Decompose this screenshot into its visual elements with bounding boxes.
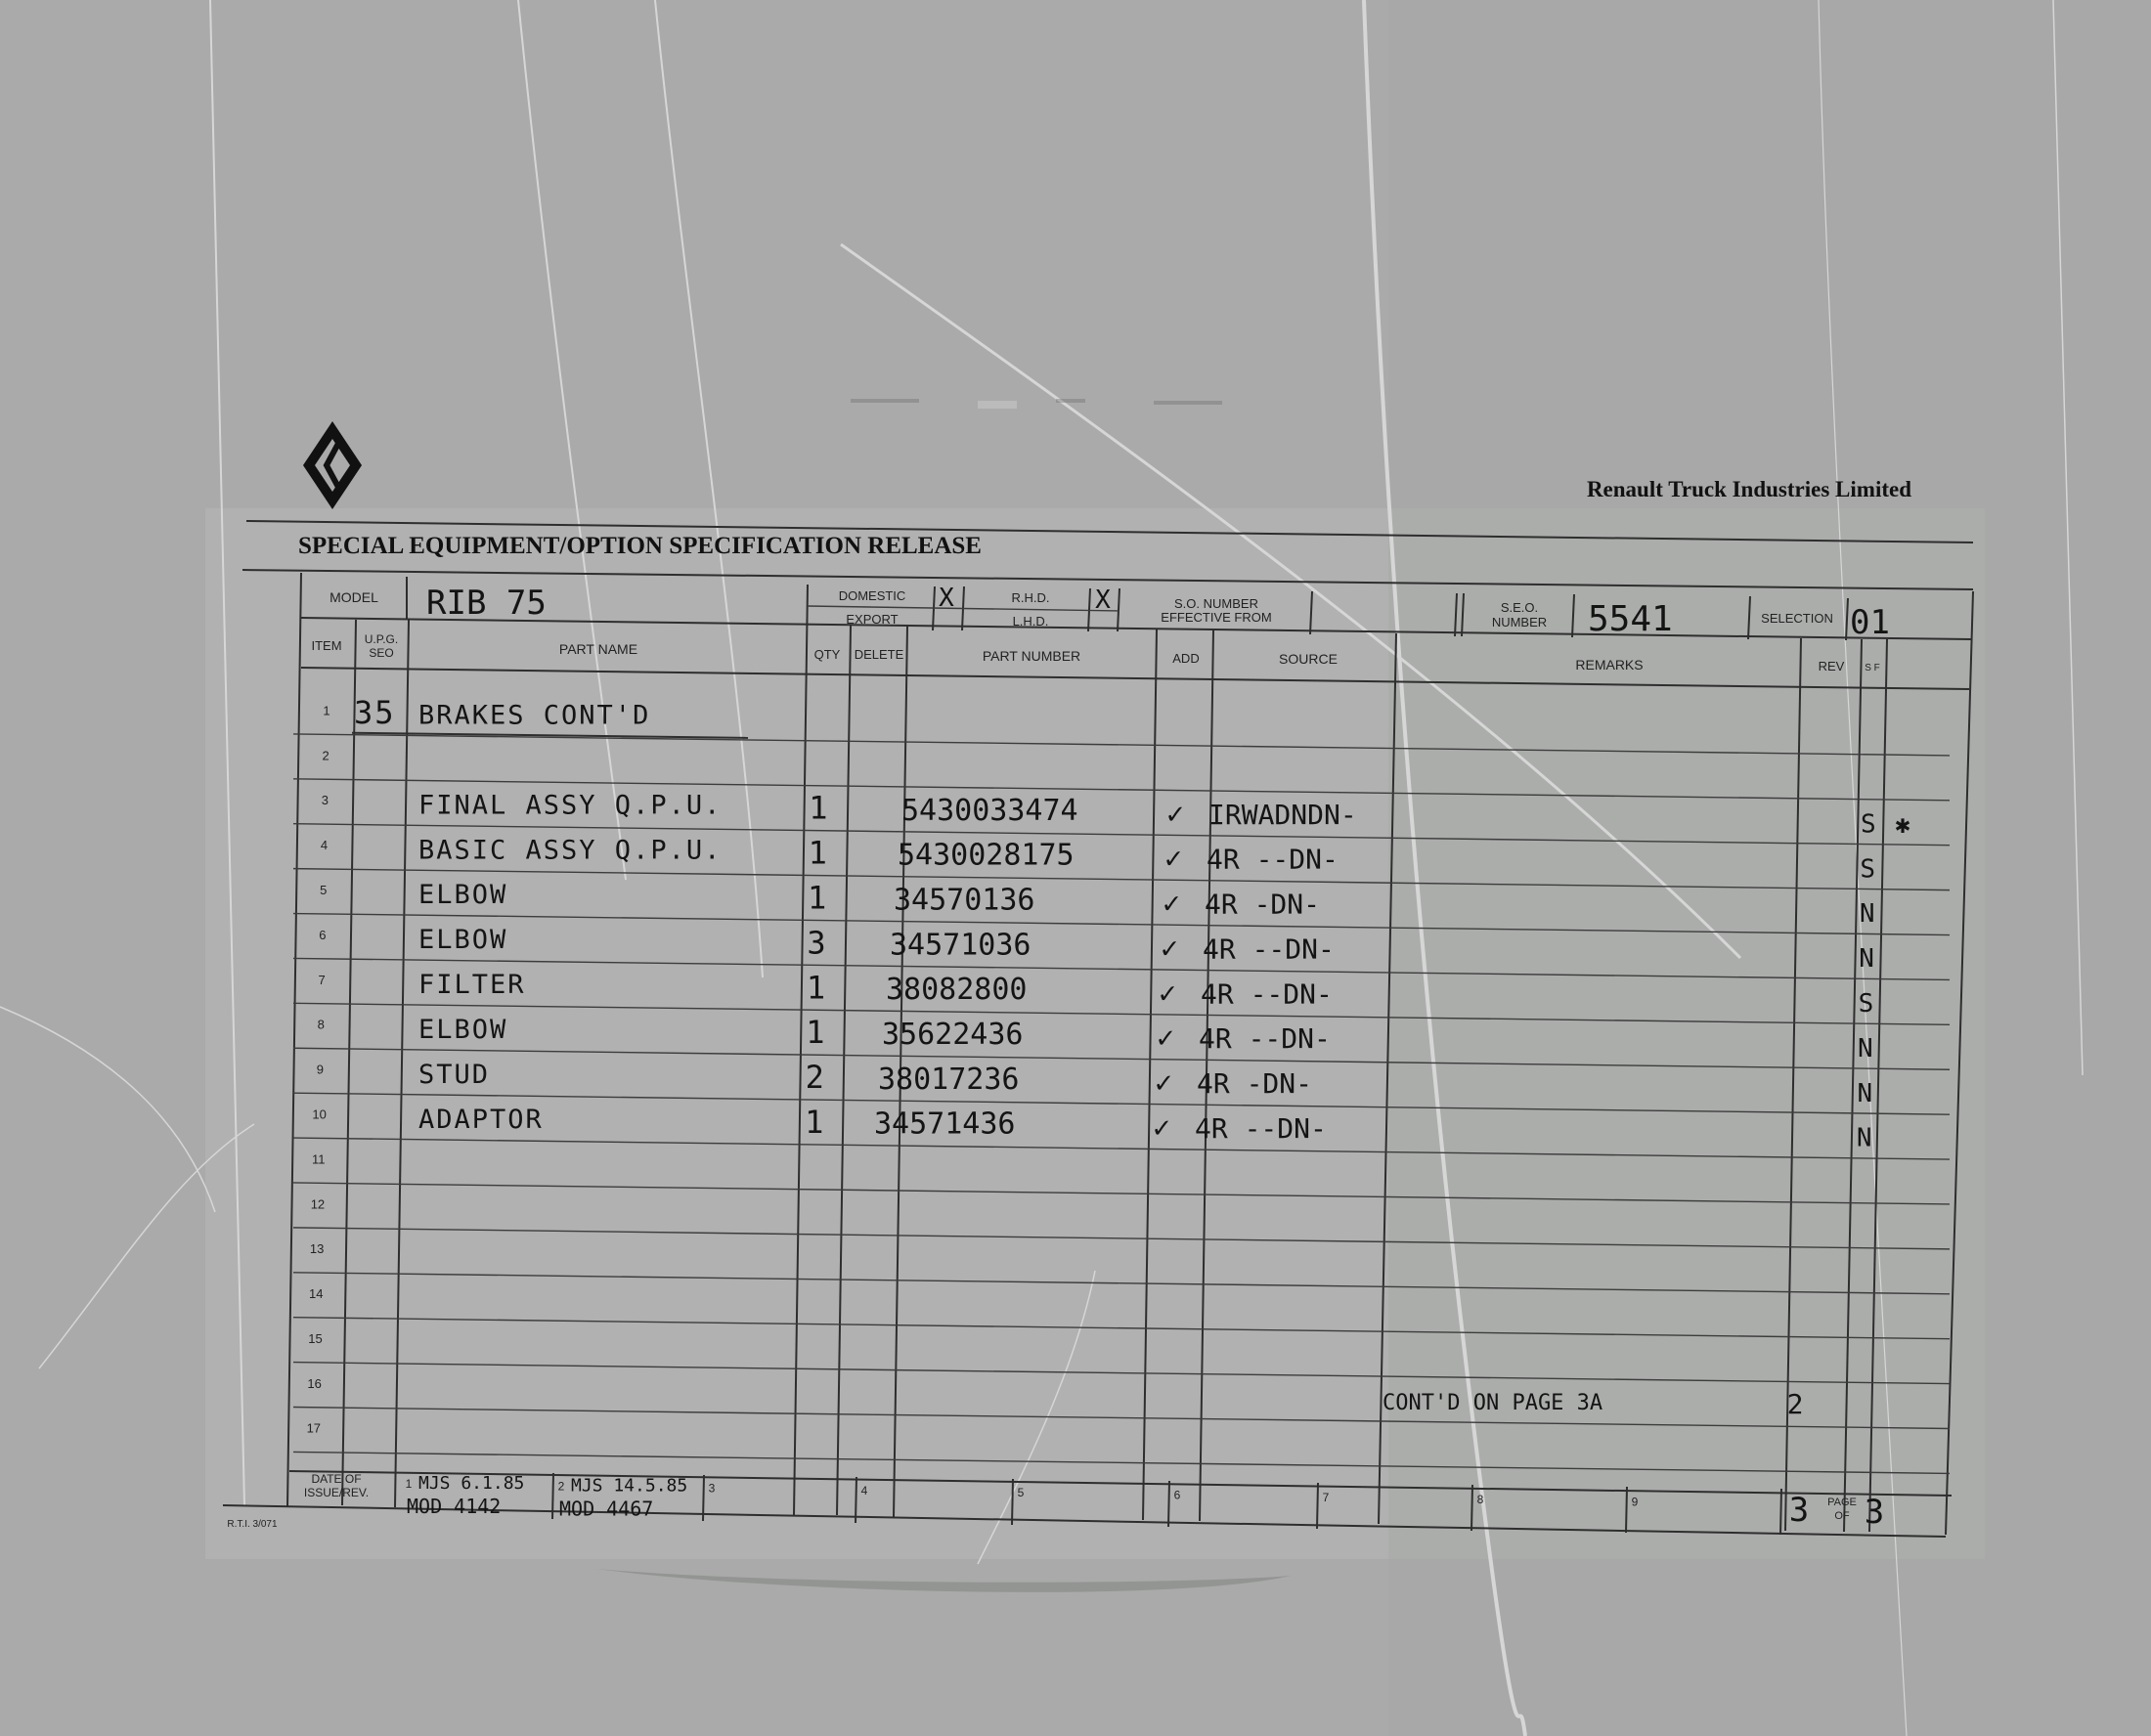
row-item-number: 10: [312, 1107, 327, 1122]
rhd-label: R.H.D.: [1011, 590, 1050, 605]
selection-label: SELECTION: [1761, 611, 1833, 626]
row-item-number: 12: [310, 1196, 326, 1212]
rev-mark: 2: [1786, 1388, 1804, 1420]
row-add-mark: ✓: [1158, 976, 1177, 1011]
row-source: 4R --DN-: [1207, 843, 1339, 876]
row-sf: S: [1858, 989, 1874, 1020]
issue-cell: [1632, 1495, 1639, 1508]
row-add-mark: ✓: [1165, 797, 1185, 832]
issue-cell: [1323, 1491, 1330, 1504]
row-part-name: ELBOW: [418, 880, 508, 911]
export-label: EXPORT: [846, 612, 899, 627]
row-add-mark: ✓: [1152, 1110, 1171, 1146]
row-item-number: 15: [308, 1330, 323, 1346]
row-qty: 1: [808, 834, 827, 872]
row-part-number: 35622436: [882, 1018, 1024, 1053]
col-sf: S F: [1865, 663, 1880, 673]
row-sf: N: [1858, 1033, 1873, 1063]
row-upg-seo: 35: [354, 693, 396, 731]
issue-cell: [1477, 1493, 1484, 1506]
row-item-number: 7: [318, 972, 326, 987]
row-part-number: 5430033474: [901, 793, 1078, 828]
row-sf: N: [1859, 899, 1875, 930]
row-qty: 2: [805, 1059, 824, 1097]
effective-from-label: EFFECTIVE FROM: [1161, 610, 1272, 625]
row-add-mark: ✓: [1163, 842, 1183, 877]
col-part-name: PART NAME: [558, 641, 638, 657]
col-add: ADD: [1172, 651, 1200, 666]
row-item-number: 11: [312, 1151, 326, 1167]
table-row: [323, 748, 329, 762]
page-number: 3: [1788, 1491, 1810, 1530]
row-part-number: 34571036: [890, 928, 1032, 963]
row-sf: S: [1860, 809, 1876, 840]
issue-cell: [1174, 1489, 1181, 1502]
row-add-mark: ✓: [1162, 887, 1181, 922]
row-source: 4R --DN-: [1201, 977, 1333, 1011]
row-source: 4R --DN-: [1195, 1111, 1327, 1145]
row-part-number: 34571436: [874, 1107, 1016, 1142]
row-item-number: 13: [309, 1241, 325, 1257]
row-source: 4R -DN-: [1197, 1067, 1313, 1101]
issue-number: 9: [1631, 1495, 1639, 1509]
row-item-number: 14: [309, 1286, 324, 1302]
issue-rev-label: ISSUE/REV.: [303, 1486, 370, 1499]
issue-cell: [1018, 1486, 1025, 1499]
company-name: Renault Truck Industries Limited: [1586, 477, 1911, 501]
issue-cell: [709, 1482, 716, 1496]
row-item-number: 4: [320, 838, 329, 853]
model-label: MODEL: [329, 589, 378, 605]
row-part-name: BRAKES CONT'D: [418, 700, 651, 731]
row-qty: 1: [809, 789, 828, 827]
table-row: [311, 1196, 325, 1211]
issue-number: 2: [557, 1479, 565, 1494]
row-part-name: BASIC ASSY Q.P.U.: [418, 835, 723, 866]
row-sf: N: [1856, 1123, 1872, 1153]
row-sf: N: [1857, 1078, 1873, 1108]
table-row: [308, 1331, 322, 1346]
row-item-number: 5: [320, 883, 328, 898]
domestic-label: DOMESTIC: [838, 588, 906, 603]
col-seo: SEO: [369, 646, 394, 660]
issue-number: 4: [860, 1483, 868, 1497]
film-shade: [1388, 0, 2151, 1736]
issue-cell: [861, 1484, 868, 1497]
row-part-name: FILTER: [418, 970, 526, 1001]
issue-number: 3: [708, 1481, 716, 1496]
date-of-label: DATE OF: [311, 1472, 362, 1486]
page-total: 3: [1864, 1493, 1885, 1532]
table-row: [310, 1241, 324, 1256]
issue-number: 1: [405, 1477, 413, 1491]
issue-number: 7: [1322, 1490, 1330, 1504]
domestic-mark: X: [939, 584, 954, 613]
row-qty: 3: [807, 924, 826, 962]
col-remarks: REMARKS: [1575, 657, 1644, 673]
row-source: 4R --DN-: [1203, 933, 1335, 966]
row-item-number: 17: [306, 1420, 322, 1436]
row-part-number: 38082800: [886, 973, 1028, 1008]
col-rev: REV: [1818, 659, 1845, 673]
row-part-number: 5430028175: [898, 838, 1075, 873]
row-sf: S: [1860, 854, 1876, 885]
row-part-name: ELBOW: [418, 1014, 508, 1045]
row-item-number: 9: [316, 1062, 325, 1077]
row-add-mark: ✓: [1160, 931, 1179, 966]
issue-mod-number: MOD 4467: [559, 1497, 654, 1521]
col-delete: DELETE: [854, 647, 904, 662]
row-add-mark: ✓: [1156, 1020, 1175, 1056]
issue-initials-date: MJS 14.5.85: [571, 1475, 688, 1497]
row-add-mark: ✓: [1154, 1065, 1173, 1101]
row-item-number: 3: [321, 793, 329, 808]
row-part-name: ELBOW: [418, 925, 508, 956]
seo-number-value: 5541: [1588, 599, 1673, 639]
issue-number: 8: [1476, 1493, 1484, 1507]
lhd-label: L.H.D.: [1012, 614, 1049, 629]
table-row: [312, 1151, 326, 1166]
row-part-number: 38017236: [878, 1062, 1020, 1097]
issue-initials-date: MJS 6.1.85: [418, 1473, 525, 1494]
col-qty: QTY: [813, 647, 841, 662]
of-label: OF: [1834, 1510, 1850, 1522]
table-row: [309, 1286, 323, 1301]
form-code: R.T.I. 3/071: [227, 1519, 278, 1530]
seo-label: S.E.O.: [1500, 600, 1539, 615]
row-qty: 1: [806, 969, 826, 1007]
col-source: SOURCE: [1279, 651, 1338, 667]
issue-number: 6: [1173, 1488, 1181, 1502]
form-title: SPECIAL EQUIPMENT/OPTION SPECIFICATION RELEASE: [298, 533, 982, 559]
row-item-number: 2: [322, 748, 329, 763]
row-qty: 1: [806, 1014, 825, 1052]
col-part-number: PART NUMBER: [982, 648, 1081, 664]
row-part-number: 34570136: [894, 883, 1035, 918]
table-row: [307, 1421, 321, 1436]
row-item-number: 6: [319, 927, 327, 942]
so-number-label: S.O. NUMBER: [1174, 596, 1258, 611]
col-item: ITEM: [311, 638, 342, 653]
row-item-number: 16: [307, 1375, 322, 1391]
issue-number: 5: [1017, 1486, 1025, 1500]
row-source: 4R --DN-: [1199, 1022, 1331, 1056]
rhd-mark: X: [1095, 586, 1111, 615]
model-value: RIB 75: [426, 584, 547, 623]
seo-number-label: NUMBER: [1491, 615, 1548, 629]
selection-value: 01: [1850, 603, 1890, 642]
row-part-name: FINAL ASSY Q.P.U.: [418, 790, 723, 821]
row-remarks: CONT'D ON PAGE 3A: [1383, 1390, 1603, 1415]
row-part-name: STUD: [418, 1059, 491, 1090]
row-part-name: ADAPTOR: [418, 1104, 544, 1135]
col-upg: U.P.G.: [364, 632, 399, 646]
row-source: IRWADNDN-: [1208, 798, 1357, 831]
row-source: 4R -DN-: [1205, 888, 1321, 921]
row-item-number: 1: [323, 703, 330, 718]
row-flag: ✱: [1895, 809, 1910, 840]
row-sf: N: [1859, 944, 1874, 975]
row-qty: 1: [805, 1103, 824, 1141]
issue-mod-number: MOD 4142: [407, 1495, 502, 1518]
row-qty: 1: [808, 879, 827, 917]
row-item-number: 8: [317, 1017, 325, 1032]
page-label: PAGE: [1827, 1497, 1857, 1508]
